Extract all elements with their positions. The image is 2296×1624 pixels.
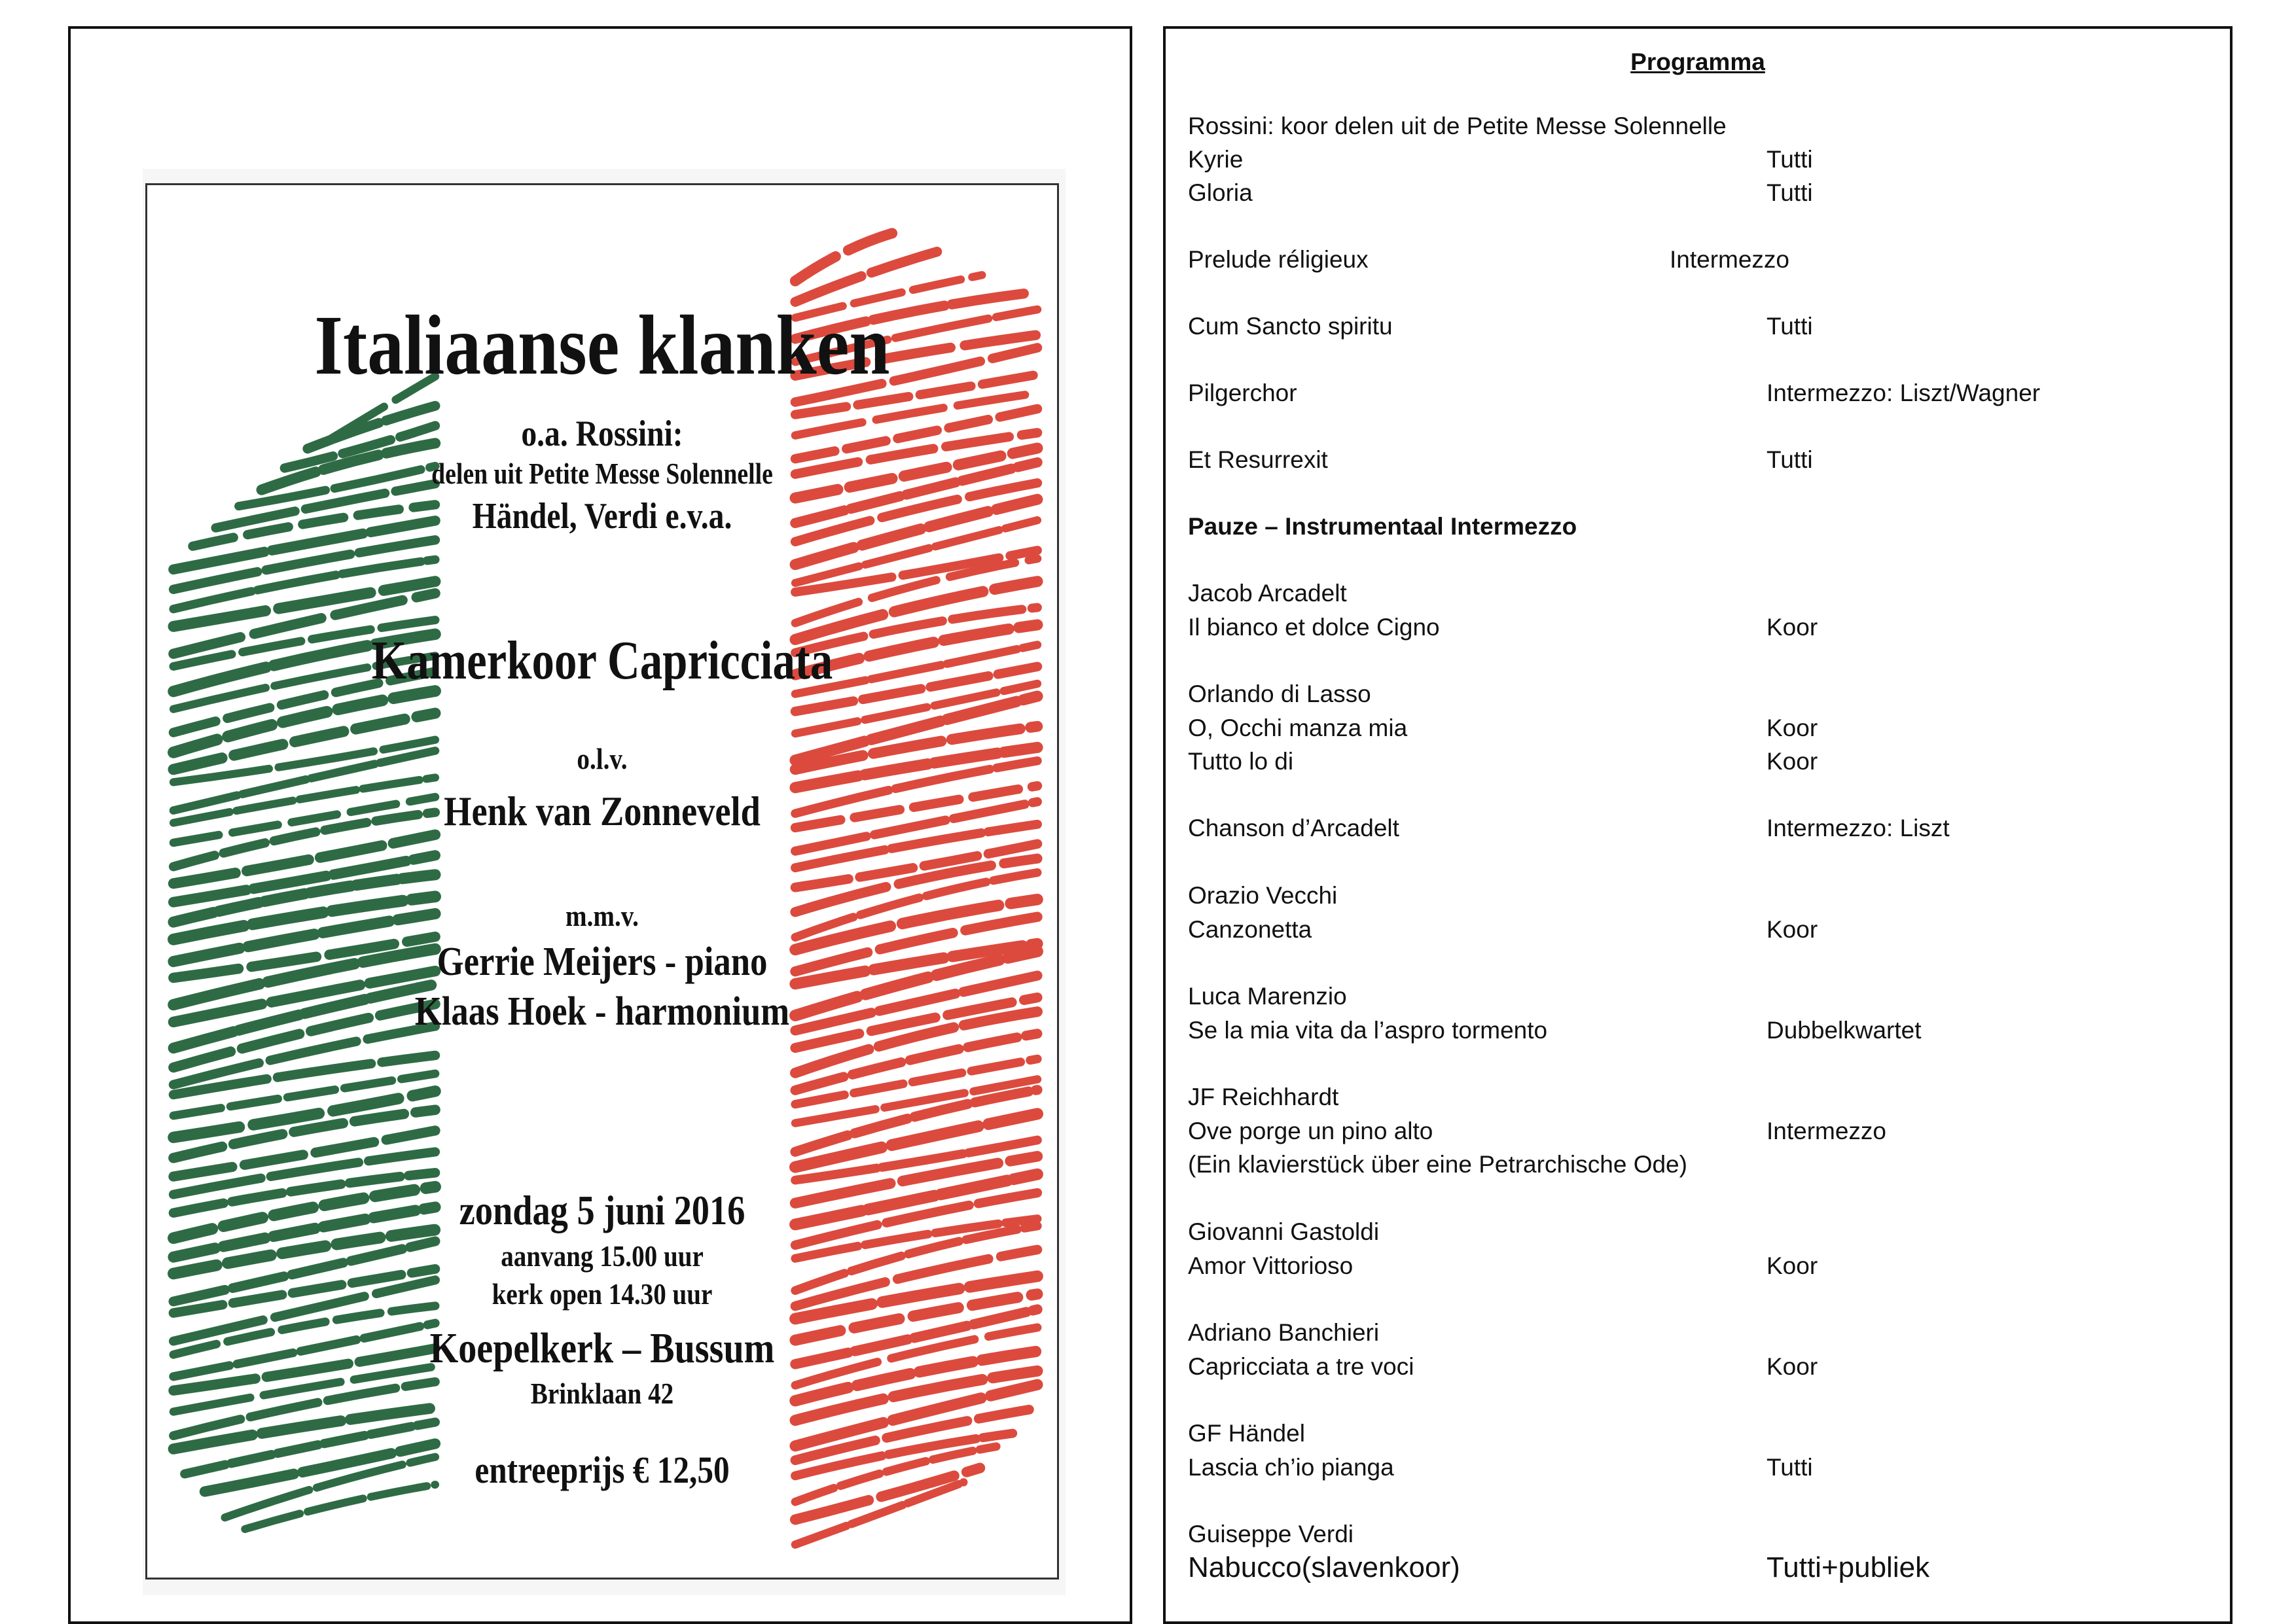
- poster-panel: [68, 26, 1132, 1624]
- program-item-performer: Tutti: [1767, 179, 1813, 206]
- program-item-note: (Ein klavierstück über eine Petrarchische Ode): [1188, 1151, 1687, 1178]
- program-item-performer: Intermezzo: Liszt/Wagner: [1767, 380, 2041, 406]
- program-item-title: Amor Vittorioso: [1188, 1252, 1354, 1279]
- program-composer: Orazio Vecchi: [1188, 882, 1338, 909]
- program-item-performer: Koor: [1767, 748, 1818, 775]
- poster-performer-harmonium: Klaas Hoek - harmonium: [414, 989, 790, 1034]
- poster-title: Italiaanse klanken: [314, 298, 890, 393]
- program-item-performer: Koor: [1767, 715, 1818, 741]
- program-item-title: Pilgerchor: [1188, 380, 1297, 406]
- program-item-title: Rossini: koor delen uit de Petite Messe Solennelle: [1188, 113, 1727, 139]
- poster-subtitle-composers: Händel, Verdi e.v.a.: [472, 496, 732, 537]
- poster-frame: [145, 183, 1059, 1580]
- program-composer: Orlando di Lasso: [1188, 680, 1371, 707]
- poster-olv-label: o.l.v.: [577, 742, 628, 775]
- red-ridge: [795, 252, 937, 302]
- poster-performer-piano: Gerrie Meijers - piano: [437, 940, 768, 984]
- program-item-performer: Intermezzo: Liszt: [1767, 815, 1950, 841]
- program-item-title: Gloria: [1188, 179, 1253, 206]
- program-item-performer: Dubbelkwartet: [1767, 1017, 1922, 1044]
- program-item-title: Nabucco(slavenkoor): [1188, 1551, 1460, 1583]
- poster-venue: Koepelkerk – Bussum: [429, 1324, 775, 1372]
- program-item-title: Se la mia vita da l’aspro tormento: [1188, 1017, 1548, 1044]
- program-item-title: Canzonetta: [1188, 916, 1312, 943]
- poster-address: Brinklaan 42: [530, 1377, 674, 1410]
- program-item-title: Cum Sancto spiritu: [1188, 313, 1393, 340]
- poster-mmv-label: m.m.v.: [565, 899, 639, 932]
- program-item-title: Capricciata a tre voci: [1188, 1353, 1414, 1380]
- program-item-performer: Tutti: [1767, 313, 1813, 340]
- program-item-performer: Tutti: [1767, 1454, 1813, 1481]
- program-item-performer: Koor: [1767, 614, 1818, 641]
- program-item-title: Lascia ch’io pianga: [1188, 1454, 1394, 1481]
- program-item-title: Prelude réligieux: [1188, 246, 1369, 273]
- program-composer: Luca Marenzio: [1188, 983, 1347, 1010]
- program-composer: Giovanni Gastoldi: [1188, 1218, 1380, 1245]
- program-composer: GF Händel: [1188, 1420, 1305, 1447]
- program-item-performer: Koor: [1767, 1252, 1818, 1279]
- program-item-title: Ove porge un pino alto: [1188, 1118, 1433, 1144]
- program-item-performer: Koor: [1767, 1353, 1818, 1380]
- program-item-title: Il bianco et dolce Cigno: [1188, 614, 1440, 641]
- poster-date: zondag 5 juni 2016: [459, 1187, 745, 1233]
- poster-subtitle-work: delen uit Petite Messe Solennelle: [431, 457, 773, 490]
- program-item-performer: Koor: [1767, 916, 1818, 943]
- program-item-performer: Tutti: [1767, 446, 1813, 473]
- program-heading: Programma: [1630, 48, 1765, 75]
- poster-conductor: Henk van Zonneveld: [444, 788, 761, 834]
- program-panel: [1163, 26, 2233, 1624]
- poster-church-open: kerk open 14.30 uur: [492, 1277, 713, 1311]
- poster-start-time: aanvang 15.00 uur: [501, 1239, 704, 1273]
- poster-subtitle-composer: o.a. Rossini:: [521, 414, 683, 454]
- program-intermission: Pauze – Instrumentaal Intermezzo: [1188, 513, 1577, 540]
- program-item-title: Chanson d’Arcadelt: [1188, 815, 1399, 841]
- program-item-title: O, Occhi manza mia: [1188, 715, 1408, 741]
- concert-poster: [143, 169, 1066, 1595]
- program-item-title: Tutto lo di: [1188, 748, 1294, 775]
- program-item-performer: Intermezzo: [1767, 1118, 1887, 1144]
- program-composer: JF Reichhardt: [1188, 1084, 1339, 1110]
- program-composer: Jacob Arcadelt: [1188, 580, 1347, 607]
- program-item-title: Et Resurrexit: [1188, 446, 1328, 473]
- poster-choir-name: Kamerkoor Capricciata: [371, 630, 833, 691]
- program-composer: Guiseppe Verdi: [1188, 1521, 1354, 1547]
- program-item-performer: Tutti: [1767, 146, 1813, 173]
- program-item-performer: Intermezzo: [1670, 246, 1790, 273]
- poster-price: entreeprijs € 12,50: [475, 1449, 730, 1491]
- program-composer: Adriano Banchieri: [1188, 1319, 1380, 1346]
- program-item-performer: Tutti+publiek: [1767, 1551, 1930, 1583]
- program-item-title: Kyrie: [1188, 146, 1244, 173]
